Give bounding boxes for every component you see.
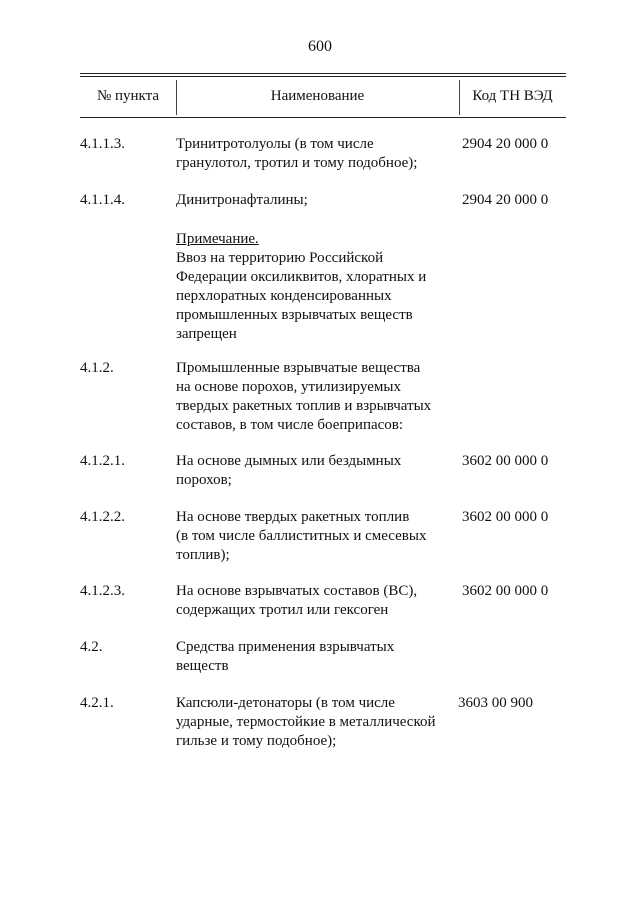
note-line: Федерации оксиликвитов, хлоратных и [176, 269, 427, 285]
row-code: 2904 20 000 0 [462, 136, 549, 152]
row-name-line: веществ [176, 658, 229, 674]
header-num: № пункта [96, 88, 160, 104]
table-header [80, 77, 566, 117]
row-name [176, 638, 461, 676]
row-number: 4.1.1.3. [80, 136, 125, 152]
row-name [176, 359, 461, 435]
row-number: 4.1.2.2. [80, 509, 125, 525]
row-name-line: на основе порохов, утилизируемых [176, 379, 401, 395]
header-code: Код ТН ВЭД [472, 88, 553, 104]
row-name [176, 582, 461, 620]
header-name: Наименование [270, 88, 365, 104]
row-number: 4.1.2.1. [80, 453, 125, 469]
row-name-line: содержащих тротил или гексоген [176, 602, 389, 618]
row-code: 3602 00 000 0 [462, 509, 549, 525]
row-name [176, 191, 461, 210]
row-name-line: составов, в том числе боеприпасов: [176, 417, 404, 433]
row-name-line: Капсюли-детонаторы (в том числе [176, 695, 395, 711]
row-code: 3602 00 000 0 [462, 583, 549, 599]
note-title: Примечание. [176, 231, 259, 247]
row-name-line: На основе дымных или бездымных [176, 453, 402, 469]
row-name [176, 694, 461, 751]
page-number: 600 [308, 38, 332, 55]
note-line: перхлоратных конденсированных [176, 288, 392, 304]
row-number: 4.1.2. [80, 360, 114, 376]
row-name-line: ударные, термостойкие в металлической [176, 714, 436, 730]
row-name-line: (в том числе баллиститных и смесевых [176, 528, 427, 544]
row-code: 3602 00 000 0 [462, 453, 549, 469]
header-top-rule [80, 73, 566, 74]
row-name-line: Тринитротолуолы (в том числе [176, 136, 374, 152]
row-name-line: топлив); [176, 547, 230, 563]
row-name-line: гранулотол, тротил и тому подобное); [176, 155, 418, 171]
row-name-line: Динитронафталины; [176, 192, 308, 208]
row-name-line: порохов; [176, 472, 232, 488]
note-text [176, 230, 461, 344]
header-separator [176, 80, 177, 115]
header-separator [459, 80, 460, 115]
row-name-line: твердых ракетных топлив и взрывчатых [176, 398, 432, 414]
note-line: промышленных взрывчатых веществ [176, 307, 413, 323]
row-name [176, 452, 461, 490]
note-line: запрещен [176, 326, 237, 342]
row-name-line: На основе взрывчатых составов (ВС), [176, 583, 418, 599]
row-number: 4.2.1. [80, 695, 114, 711]
header-bottom-rule [80, 117, 566, 118]
row-code: 3603 00 900 [458, 695, 533, 711]
row-name-line: На основе твердых ракетных топлив [176, 509, 410, 525]
note-line: Ввоз на территорию Российской [176, 250, 384, 266]
row-name-line: Средства применения взрывчатых [176, 639, 395, 655]
row-name [176, 508, 461, 565]
row-number: 4.1.1.4. [80, 192, 125, 208]
row-number: 4.1.2.3. [80, 583, 125, 599]
row-code: 2904 20 000 0 [462, 192, 549, 208]
row-name [176, 135, 461, 173]
row-number: 4.2. [80, 639, 103, 655]
row-name-line: Промышленные взрывчатые вещества [176, 360, 421, 376]
row-name-line: гильзе и тому подобное); [176, 733, 337, 749]
